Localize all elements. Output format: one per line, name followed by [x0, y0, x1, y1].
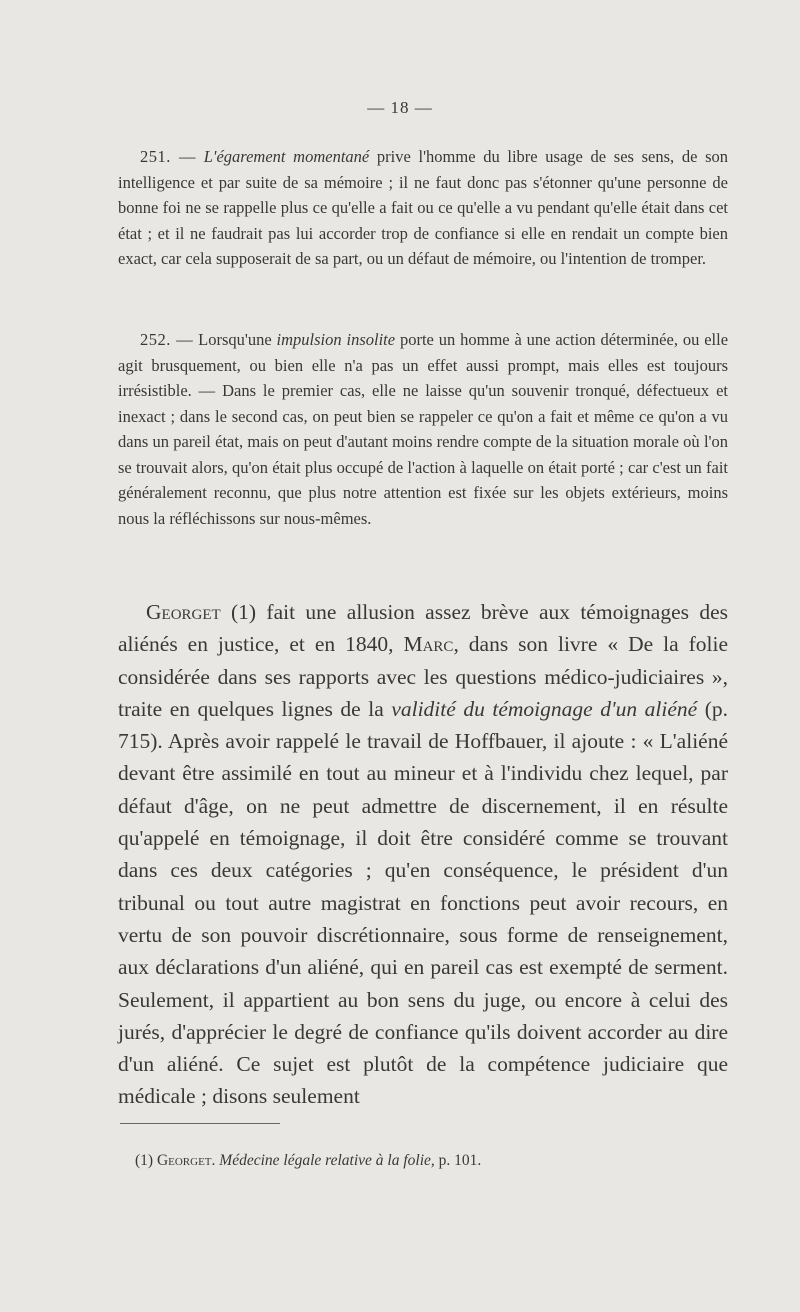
main-text-1: (1) fait une allusion assez brève aux témoignages des aliénés en justice, et en 1840,	[118, 600, 728, 657]
paragraph-number: 252. —	[140, 330, 194, 349]
main-italic-title: validité du témoignage d'un aliéné	[391, 696, 698, 721]
footnote-author: Georget	[156, 1152, 212, 1169]
footnote-separator: .	[211, 1152, 220, 1169]
paragraph-252	[118, 327, 728, 531]
page-number: — 18 —	[367, 98, 433, 117]
footnote-reference: p. 101.	[434, 1152, 482, 1169]
footnote-marker: (1)	[135, 1152, 157, 1169]
footnote	[135, 1150, 735, 1172]
main-paragraph	[118, 596, 728, 1113]
footnote-divider	[120, 1123, 280, 1124]
paragraph-251	[118, 144, 728, 272]
paragraph-title: impulsion insolite	[276, 330, 396, 349]
paragraph-text-lead: Lorsqu'une	[193, 330, 277, 349]
paragraph-text: prive l'homme du libre usage de ses sens, de son intelligence et par suite de sa mémoire ; il ne faut donc pas s'étonner qu'une personne de bonne foi ne se rappelle plus ce qu'elle a fait ou ce qu'elle a vu pendant qu'elle était dans cet état ; et il ne faudrait pas lui accorder trop de confiance si elle en rendait un compte bien exact, car cela supposerait de sa part, ou un défaut de mémoire, ou l'intention de tromper.	[118, 147, 729, 268]
footnote-title: Médecine légale relative à la folie,	[219, 1152, 435, 1169]
paragraph-text: porte un homme à une action déterminée, ou elle agit brusquement, ou bien elle n'a pas un effet aussi prompt, mais elles est toujours irrésistible. — Dans le premier cas, elle ne laisse qu'un souvenir tronqué, défectueux et inexact ; dans le second cas, on peut bien se rappeler ce qu'on a fait et même ce qu'on a vu dans un pareil état, mais on peut d'autant moins rendre compte de la situation morale où l'on se trouvait alors, qu'on était plus occupé de l'action à laquelle on était porté ; car c'est un fait généralement reconnu, que plus notre attention est fixée sur les objets extérieurs, moins nous la réfléchissons sur nous-mêmes.	[118, 330, 729, 528]
paragraph-title: L'égarement momentané	[203, 147, 370, 166]
main-text-2: , dans son livre « De la folie considérée dans ses rapports avec les questions médico-judiciaires », traite en quelques lignes de la	[118, 632, 728, 721]
author-marc: Marc	[403, 632, 454, 657]
author-georget: Georget	[146, 600, 221, 624]
paragraph-number: 251. —	[140, 147, 197, 166]
main-text-3: (p. 715). Après avoir rappelé le travail de Hoffbauer, il ajoute : « L'aliéné devant être assimilé en tout au mineur et à l'individu chez lequel, par défaut d'âge, on ne peut admettre de discernement, il en résulte qu'appelé en témoignage, il doit être considéré comme se trouvant dans ces deux catégories ; qu'en conséquence, le président d'un tribunal ou tout autre magistrat en fonctions peut avoir recours, en vertu de son pouvoir discrétionnaire, sous forme de renseignement, aux déclarations d'un aliéné, qui en pareil cas est exempté de serment. Seulement, il appartient au bon sens du juge, ou encore à celui des jurés, d'apprécier le degré de confiance qu'ils doivent accorder au dire d'un aliéné. Ce sujet est plutôt de la compétence judiciaire que médicale ; disons seulement	[118, 696, 728, 1109]
